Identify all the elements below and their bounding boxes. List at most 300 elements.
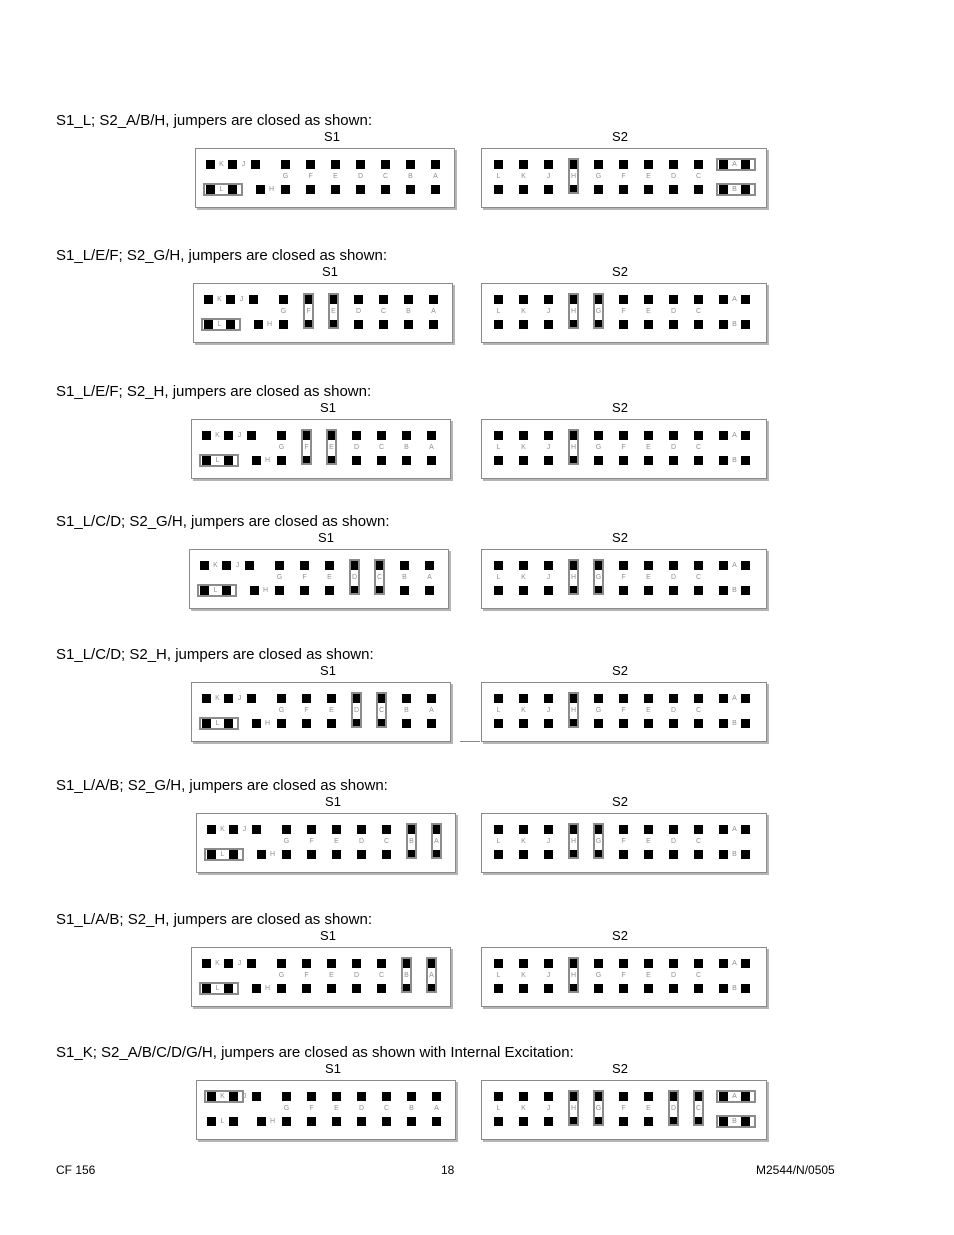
- pin-f-bottom[interactable]: [300, 586, 309, 595]
- pin-f-top[interactable]: [307, 825, 316, 834]
- jumper-a[interactable]: [716, 1090, 756, 1103]
- pin-g-bottom[interactable]: [281, 185, 290, 194]
- pin-l-top[interactable]: [494, 959, 503, 968]
- pin-a-bottom[interactable]: [432, 1117, 441, 1126]
- pin-e-bottom[interactable]: [331, 185, 340, 194]
- jumper-g[interactable]: [593, 293, 604, 329]
- jumper-l[interactable]: [204, 848, 244, 861]
- pin-f-top[interactable]: [619, 561, 628, 570]
- pin-d-top[interactable]: [669, 160, 678, 169]
- pin-h-left[interactable]: [252, 719, 261, 728]
- pin-l-top[interactable]: [494, 160, 503, 169]
- pin-e-top[interactable]: [332, 825, 341, 834]
- pin-g-bottom[interactable]: [282, 850, 291, 859]
- pin-e-bottom[interactable]: [644, 456, 653, 465]
- jumper-h[interactable]: [568, 559, 579, 595]
- pin-j[interactable]: [249, 295, 258, 304]
- pin-f-bottom[interactable]: [302, 984, 311, 993]
- pin-d-top[interactable]: [669, 561, 678, 570]
- pin-f-bottom[interactable]: [619, 1117, 628, 1126]
- pin-k-right[interactable]: [222, 561, 231, 570]
- pin-k-right[interactable]: [224, 694, 233, 703]
- pin-c-bottom[interactable]: [694, 320, 703, 329]
- pin-k-left[interactable]: [200, 561, 209, 570]
- jumper-h[interactable]: [568, 692, 579, 728]
- pin-b-left[interactable]: [719, 984, 728, 993]
- pin-g-bottom[interactable]: [594, 719, 603, 728]
- pin-l-bottom[interactable]: [494, 1117, 503, 1126]
- pin-e-top[interactable]: [332, 1092, 341, 1101]
- pin-a-right[interactable]: [741, 959, 750, 968]
- pin-f-top[interactable]: [302, 959, 311, 968]
- pin-a-bottom[interactable]: [431, 185, 440, 194]
- jumper-g[interactable]: [593, 823, 604, 859]
- pin-f-top[interactable]: [302, 694, 311, 703]
- pin-a-right[interactable]: [741, 561, 750, 570]
- pin-b-right[interactable]: [741, 984, 750, 993]
- pin-a-top[interactable]: [427, 694, 436, 703]
- jumper-h[interactable]: [568, 1090, 579, 1126]
- pin-b-left[interactable]: [719, 719, 728, 728]
- pin-e-bottom[interactable]: [644, 984, 653, 993]
- pin-b-right[interactable]: [741, 456, 750, 465]
- pin-d-top[interactable]: [354, 295, 363, 304]
- jumper-b[interactable]: [401, 957, 412, 993]
- pin-f-top[interactable]: [619, 295, 628, 304]
- pin-g-top[interactable]: [282, 825, 291, 834]
- pin-d-bottom[interactable]: [669, 185, 678, 194]
- pin-l-left[interactable]: [207, 1117, 216, 1126]
- pin-e-top[interactable]: [644, 295, 653, 304]
- pin-c-top[interactable]: [694, 694, 703, 703]
- pin-c-top[interactable]: [377, 431, 386, 440]
- pin-c-bottom[interactable]: [694, 185, 703, 194]
- pin-f-top[interactable]: [619, 160, 628, 169]
- jumper-a[interactable]: [716, 158, 756, 171]
- pin-c-bottom[interactable]: [381, 185, 390, 194]
- pin-c-top[interactable]: [379, 295, 388, 304]
- pin-j-bottom[interactable]: [544, 456, 553, 465]
- pin-h-left[interactable]: [252, 456, 261, 465]
- pin-k-top[interactable]: [519, 431, 528, 440]
- pin-e-top[interactable]: [644, 431, 653, 440]
- jumper-l[interactable]: [199, 717, 239, 730]
- pin-k-bottom[interactable]: [519, 456, 528, 465]
- pin-j-top[interactable]: [544, 295, 553, 304]
- pin-c-top[interactable]: [694, 959, 703, 968]
- pin-g-top[interactable]: [277, 959, 286, 968]
- pin-a-left[interactable]: [719, 694, 728, 703]
- pin-f-top[interactable]: [619, 431, 628, 440]
- pin-k-left[interactable]: [204, 295, 213, 304]
- pin-e-top[interactable]: [325, 561, 334, 570]
- pin-c-bottom[interactable]: [694, 719, 703, 728]
- pin-c-bottom[interactable]: [382, 850, 391, 859]
- jumper-c[interactable]: [693, 1090, 704, 1126]
- pin-b-left[interactable]: [719, 320, 728, 329]
- pin-f-top[interactable]: [619, 1092, 628, 1101]
- pin-h-left[interactable]: [256, 185, 265, 194]
- pin-j[interactable]: [247, 431, 256, 440]
- pin-b-bottom[interactable]: [402, 719, 411, 728]
- pin-l-top[interactable]: [494, 295, 503, 304]
- pin-c-top[interactable]: [694, 295, 703, 304]
- pin-e-top[interactable]: [644, 561, 653, 570]
- pin-g-bottom[interactable]: [594, 984, 603, 993]
- pin-e-top[interactable]: [644, 825, 653, 834]
- pin-d-bottom[interactable]: [357, 850, 366, 859]
- pin-e-bottom[interactable]: [327, 984, 336, 993]
- pin-d-bottom[interactable]: [669, 456, 678, 465]
- pin-a-left[interactable]: [719, 959, 728, 968]
- pin-e-top[interactable]: [327, 959, 336, 968]
- pin-j[interactable]: [247, 959, 256, 968]
- pin-g-bottom[interactable]: [279, 320, 288, 329]
- pin-e-top[interactable]: [644, 160, 653, 169]
- jumper-l[interactable]: [197, 584, 237, 597]
- jumper-h[interactable]: [568, 823, 579, 859]
- pin-b-top[interactable]: [400, 561, 409, 570]
- pin-k-top[interactable]: [519, 694, 528, 703]
- pin-g-bottom[interactable]: [594, 185, 603, 194]
- pin-l-bottom[interactable]: [494, 320, 503, 329]
- pin-l-bottom[interactable]: [494, 456, 503, 465]
- pin-b-bottom[interactable]: [406, 185, 415, 194]
- pin-j-top[interactable]: [544, 561, 553, 570]
- pin-l-top[interactable]: [494, 561, 503, 570]
- jumper-g[interactable]: [593, 1090, 604, 1126]
- jumper-l[interactable]: [203, 183, 243, 196]
- pin-j-top[interactable]: [544, 825, 553, 834]
- jumper-a[interactable]: [431, 823, 442, 859]
- pin-g-bottom[interactable]: [282, 1117, 291, 1126]
- pin-c-bottom[interactable]: [694, 586, 703, 595]
- pin-k-bottom[interactable]: [519, 586, 528, 595]
- pin-k-top[interactable]: [519, 561, 528, 570]
- pin-label-k: K: [219, 161, 224, 168]
- pin-b-left[interactable]: [719, 456, 728, 465]
- pin-e-bottom[interactable]: [332, 850, 341, 859]
- pin-k-top[interactable]: [519, 295, 528, 304]
- pin-d-top[interactable]: [669, 959, 678, 968]
- pin-k-bottom[interactable]: [519, 719, 528, 728]
- pin-g-top[interactable]: [277, 431, 286, 440]
- pin-k-right[interactable]: [228, 160, 237, 169]
- pin-d-top[interactable]: [669, 295, 678, 304]
- jumper-c[interactable]: [374, 559, 385, 595]
- pin-b-right[interactable]: [741, 320, 750, 329]
- pin-c-bottom[interactable]: [377, 456, 386, 465]
- pin-l-bottom[interactable]: [494, 185, 503, 194]
- pin-j[interactable]: [247, 694, 256, 703]
- pin-e-bottom[interactable]: [644, 185, 653, 194]
- pin-d-bottom[interactable]: [669, 320, 678, 329]
- pin-l-right[interactable]: [229, 1117, 238, 1126]
- pin-j-top[interactable]: [544, 959, 553, 968]
- pin-d-bottom[interactable]: [669, 984, 678, 993]
- pin-a-right[interactable]: [741, 295, 750, 304]
- pin-f-top[interactable]: [307, 1092, 316, 1101]
- pin-d-top[interactable]: [669, 431, 678, 440]
- pin-b-bottom[interactable]: [404, 320, 413, 329]
- pin-a-left[interactable]: [719, 295, 728, 304]
- pin-k-left[interactable]: [207, 825, 216, 834]
- pin-k-top[interactable]: [519, 1092, 528, 1101]
- pin-j-top[interactable]: [544, 1092, 553, 1101]
- pin-e-bottom[interactable]: [325, 586, 334, 595]
- pin-c-top[interactable]: [694, 561, 703, 570]
- pin-h-left[interactable]: [254, 320, 263, 329]
- pin-c-bottom[interactable]: [694, 850, 703, 859]
- pin-f-bottom[interactable]: [306, 185, 315, 194]
- pin-b-bottom[interactable]: [400, 586, 409, 595]
- jumper-c[interactable]: [376, 692, 387, 728]
- pin-d-bottom[interactable]: [356, 185, 365, 194]
- pin-k-right[interactable]: [226, 295, 235, 304]
- pin-d-bottom[interactable]: [357, 1117, 366, 1126]
- pin-g-top[interactable]: [594, 160, 603, 169]
- jumper-l[interactable]: [199, 982, 239, 995]
- pin-j-bottom[interactable]: [544, 984, 553, 993]
- pin-b-bottom[interactable]: [407, 1117, 416, 1126]
- pin-e-top[interactable]: [327, 694, 336, 703]
- pin-d-bottom[interactable]: [352, 456, 361, 465]
- jumper-a[interactable]: [426, 957, 437, 993]
- pin-a-right[interactable]: [741, 825, 750, 834]
- pin-e-bottom[interactable]: [644, 1117, 653, 1126]
- pin-d-bottom[interactable]: [352, 984, 361, 993]
- pin-c-bottom[interactable]: [379, 320, 388, 329]
- pin-g-top[interactable]: [281, 160, 290, 169]
- jumper-b[interactable]: [406, 823, 417, 859]
- pin-k-bottom[interactable]: [519, 984, 528, 993]
- pin-c-top[interactable]: [694, 431, 703, 440]
- pin-c-bottom[interactable]: [377, 984, 386, 993]
- pin-j[interactable]: [245, 561, 254, 570]
- pin-l-bottom[interactable]: [494, 719, 503, 728]
- pin-j-bottom[interactable]: [544, 719, 553, 728]
- jumper-h[interactable]: [568, 293, 579, 329]
- pin-j[interactable]: [251, 160, 260, 169]
- pin-j-top[interactable]: [544, 694, 553, 703]
- pin-f-top[interactable]: [619, 825, 628, 834]
- jumper-h[interactable]: [568, 158, 579, 194]
- pin-c-top[interactable]: [694, 825, 703, 834]
- pin-k-right[interactable]: [224, 959, 233, 968]
- pin-g-bottom[interactable]: [277, 984, 286, 993]
- pin-f-bottom[interactable]: [619, 320, 628, 329]
- pin-a-right[interactable]: [741, 694, 750, 703]
- pin-d-top[interactable]: [669, 694, 678, 703]
- pin-k-right[interactable]: [229, 825, 238, 834]
- jumper-f[interactable]: [301, 429, 312, 465]
- jumper-k[interactable]: [204, 1090, 244, 1103]
- pin-d-top[interactable]: [352, 431, 361, 440]
- pin-g-bottom[interactable]: [277, 456, 286, 465]
- pin-f-top[interactable]: [619, 694, 628, 703]
- pin-a-top[interactable]: [431, 160, 440, 169]
- pin-c-top[interactable]: [381, 160, 390, 169]
- pin-a-top[interactable]: [425, 561, 434, 570]
- jumper-d[interactable]: [668, 1090, 679, 1126]
- pin-g-top[interactable]: [277, 694, 286, 703]
- jumper-d[interactable]: [349, 559, 360, 595]
- pin-j-bottom[interactable]: [544, 1117, 553, 1126]
- pin-j-bottom[interactable]: [544, 850, 553, 859]
- pin-j-bottom[interactable]: [544, 586, 553, 595]
- pin-d-bottom[interactable]: [669, 586, 678, 595]
- pin-a-bottom[interactable]: [429, 320, 438, 329]
- pin-f-bottom[interactable]: [619, 850, 628, 859]
- jumper-h[interactable]: [568, 429, 579, 465]
- pin-f-bottom[interactable]: [307, 850, 316, 859]
- pin-k-left[interactable]: [202, 959, 211, 968]
- pin-e-bottom[interactable]: [644, 320, 653, 329]
- pin-a-bottom[interactable]: [427, 456, 436, 465]
- pin-k-bottom[interactable]: [519, 850, 528, 859]
- pin-d-top[interactable]: [357, 1092, 366, 1101]
- pin-b-bottom[interactable]: [402, 456, 411, 465]
- pin-b-left[interactable]: [719, 850, 728, 859]
- pin-c-top[interactable]: [382, 825, 391, 834]
- jumper-e[interactable]: [326, 429, 337, 465]
- jumper-l[interactable]: [199, 454, 239, 467]
- pin-c-bottom[interactable]: [694, 456, 703, 465]
- jumper-h[interactable]: [568, 957, 579, 993]
- pin-k-right[interactable]: [224, 431, 233, 440]
- pin-g-top[interactable]: [594, 959, 603, 968]
- pin-k-top[interactable]: [519, 160, 528, 169]
- pin-d-top[interactable]: [357, 825, 366, 834]
- pin-f-top[interactable]: [300, 561, 309, 570]
- pin-h-left[interactable]: [257, 850, 266, 859]
- pin-b-right[interactable]: [741, 850, 750, 859]
- pin-b-top[interactable]: [402, 431, 411, 440]
- pin-b-top[interactable]: [406, 160, 415, 169]
- pin-l-bottom[interactable]: [494, 984, 503, 993]
- pin-k-bottom[interactable]: [519, 185, 528, 194]
- pin-k-top[interactable]: [519, 825, 528, 834]
- pin-a-left[interactable]: [719, 825, 728, 834]
- jumper-b[interactable]: [716, 183, 756, 196]
- pin-e-top[interactable]: [644, 694, 653, 703]
- pin-h-left[interactable]: [257, 1117, 266, 1126]
- pin-l-top[interactable]: [494, 825, 503, 834]
- pin-j-bottom[interactable]: [544, 320, 553, 329]
- pin-b-top[interactable]: [402, 694, 411, 703]
- pin-k-left[interactable]: [202, 694, 211, 703]
- pin-g-top[interactable]: [275, 561, 284, 570]
- jumper-e[interactable]: [328, 293, 339, 329]
- pin-f-bottom[interactable]: [307, 1117, 316, 1126]
- pin-d-top[interactable]: [669, 825, 678, 834]
- pin-l-bottom[interactable]: [494, 850, 503, 859]
- pin-a-top[interactable]: [429, 295, 438, 304]
- pin-g-bottom[interactable]: [277, 719, 286, 728]
- pin-f-bottom[interactable]: [302, 719, 311, 728]
- pin-e-top[interactable]: [331, 160, 340, 169]
- pin-l-top[interactable]: [494, 431, 503, 440]
- pin-a-left[interactable]: [719, 561, 728, 570]
- pin-b-right[interactable]: [741, 719, 750, 728]
- pin-l-top[interactable]: [494, 694, 503, 703]
- pin-f-top[interactable]: [619, 959, 628, 968]
- pin-f-top[interactable]: [306, 160, 315, 169]
- pin-j-bottom[interactable]: [544, 185, 553, 194]
- pin-a-left[interactable]: [719, 431, 728, 440]
- pin-b-top[interactable]: [404, 295, 413, 304]
- pin-g-top[interactable]: [594, 694, 603, 703]
- pin-j[interactable]: [252, 825, 261, 834]
- pin-d-bottom[interactable]: [669, 850, 678, 859]
- pin-k-left[interactable]: [202, 431, 211, 440]
- jumper-d[interactable]: [351, 692, 362, 728]
- pin-e-top[interactable]: [644, 1092, 653, 1101]
- pin-e-top[interactable]: [644, 959, 653, 968]
- pin-j-top[interactable]: [544, 431, 553, 440]
- pin-j-top[interactable]: [544, 160, 553, 169]
- pin-label-h: H: [266, 321, 273, 328]
- pin-k-left[interactable]: [206, 160, 215, 169]
- pin-d-top[interactable]: [356, 160, 365, 169]
- jumper-g[interactable]: [593, 559, 604, 595]
- pin-f-bottom[interactable]: [619, 586, 628, 595]
- pin-k-bottom[interactable]: [519, 320, 528, 329]
- pin-k-top[interactable]: [519, 959, 528, 968]
- pin-e-bottom[interactable]: [644, 719, 653, 728]
- pin-b-top[interactable]: [407, 1092, 416, 1101]
- pin-l-bottom[interactable]: [494, 586, 503, 595]
- pin-f-bottom[interactable]: [619, 456, 628, 465]
- pin-e-bottom[interactable]: [644, 850, 653, 859]
- pin-k-bottom[interactable]: [519, 1117, 528, 1126]
- pin-a-top[interactable]: [432, 1092, 441, 1101]
- pin-g-top[interactable]: [282, 1092, 291, 1101]
- pin-h-left[interactable]: [252, 984, 261, 993]
- pin-a-bottom[interactable]: [427, 719, 436, 728]
- pin-d-bottom[interactable]: [354, 320, 363, 329]
- pin-e-bottom[interactable]: [644, 586, 653, 595]
- pin-f-bottom[interactable]: [619, 984, 628, 993]
- pin-e-bottom[interactable]: [332, 1117, 341, 1126]
- pin-f-bottom[interactable]: [619, 185, 628, 194]
- pin-g-bottom[interactable]: [594, 456, 603, 465]
- pin-d-bottom[interactable]: [669, 719, 678, 728]
- pin-g-top[interactable]: [279, 295, 288, 304]
- pin-a-right[interactable]: [741, 431, 750, 440]
- jumper-b[interactable]: [716, 1115, 756, 1128]
- pin-c-bottom[interactable]: [382, 1117, 391, 1126]
- jumper-f[interactable]: [303, 293, 314, 329]
- pin-d-top[interactable]: [352, 959, 361, 968]
- pin-a-top[interactable]: [427, 431, 436, 440]
- pin-h-left[interactable]: [250, 586, 259, 595]
- pin-c-top[interactable]: [382, 1092, 391, 1101]
- pin-b-left[interactable]: [719, 586, 728, 595]
- pin-j[interactable]: [252, 1092, 261, 1101]
- pin-a-bottom[interactable]: [425, 586, 434, 595]
- pin-f-bottom[interactable]: [619, 719, 628, 728]
- pin-e-bottom[interactable]: [327, 719, 336, 728]
- pin-l-top[interactable]: [494, 1092, 503, 1101]
- pin-c-bottom[interactable]: [694, 984, 703, 993]
- pin-g-top[interactable]: [594, 431, 603, 440]
- pin-c-top[interactable]: [377, 959, 386, 968]
- pin-g-bottom[interactable]: [275, 586, 284, 595]
- jumper-l[interactable]: [201, 318, 241, 331]
- pin-c-top[interactable]: [694, 160, 703, 169]
- pin-b-right[interactable]: [741, 586, 750, 595]
